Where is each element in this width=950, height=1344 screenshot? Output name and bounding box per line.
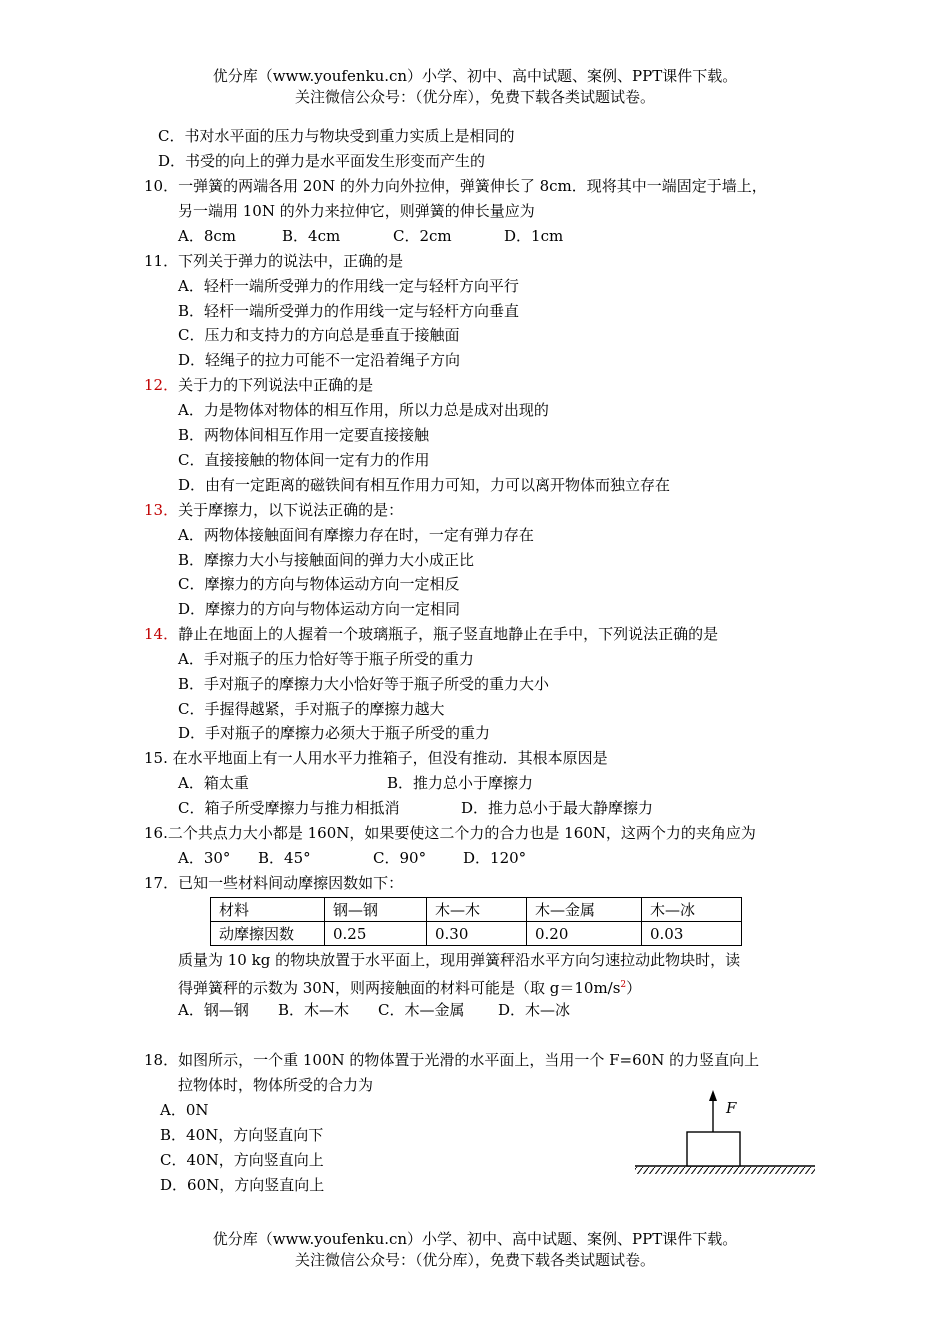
q10-option-c: C．2cm xyxy=(393,227,452,245)
q18-option-b: B．40N，方向竖直向下 xyxy=(160,1126,324,1144)
ground-hatching xyxy=(635,1167,815,1174)
q15-option-b: B．推力总小于摩擦力 xyxy=(387,774,534,792)
q10-stem-line-1: 10．一弹簧的两端各用 20N 的外力向外拉伸，弹簧伸长了 8cm．现将其中一端固定于墙上， xyxy=(144,177,767,195)
q17-option-a: A．钢—钢 xyxy=(178,1001,249,1019)
table-cell: 0.03 xyxy=(642,922,742,946)
table-cell: 木—冰 xyxy=(642,898,742,922)
table-cell: 动摩擦因数 xyxy=(211,922,325,946)
q11-stem: 11．下列关于弹力的说法中，正确的是 xyxy=(144,252,404,270)
q14-option-b: B．手对瓶子的摩擦力大小恰好等于瓶子所受的重力大小 xyxy=(178,675,550,693)
q16-option-a: A．30° xyxy=(178,849,231,867)
q9-option-c: C．书对水平面的压力与物块受到重力实质上是相同的 xyxy=(158,127,515,145)
q12-option-a: A．力是物体对物体的相互作用，所以力总是成对出现的 xyxy=(178,401,549,419)
q16-stem: 16.二个共点力大小都是 160N，如果要使这二个力的合力也是 160N，这两个力的夹角应为 xyxy=(144,824,756,842)
q15-option-d: D．推力总小于最大静摩擦力 xyxy=(461,799,654,817)
table-cell: 木—金属 xyxy=(527,898,642,922)
q10-option-b: B．4cm xyxy=(282,227,341,245)
q13-number: 13． xyxy=(144,501,179,519)
footer-line-1: 优分库（www.youfenku.cn）小学、初中、高中试题、案例、PPT课件下载。 xyxy=(212,1230,738,1248)
q18-stem-line-2: 拉物体时，物体所受的合力为 xyxy=(178,1076,374,1094)
q13-option-a: A．两物体接触面间有摩擦力存在时，一定有弹力存在 xyxy=(178,526,534,544)
q10-option-d: D．1cm xyxy=(504,227,564,245)
table-cell: 材料 xyxy=(211,898,325,922)
table-cell: 木—木 xyxy=(427,898,527,922)
q12-stem-line xyxy=(144,374,373,396)
q15-option-c: C．箱子所受摩擦力与推力相抵消 xyxy=(178,799,400,817)
table-row xyxy=(211,922,742,946)
q18-option-d: D．60N，方向竖直向上 xyxy=(160,1176,325,1194)
q14-option-d: D．手对瓶子的摩擦力必须大于瓶子所受的重力 xyxy=(178,724,491,742)
q9-option-d: D．书受的向上的弹力是水平面发生形变而产生的 xyxy=(158,152,486,170)
q13-stem-line xyxy=(144,499,403,521)
q11-option-b: B．轻杆一端所受弹力的作用线一定与轻杆方向垂直 xyxy=(178,302,520,320)
q14-option-c: C．手握得越紧，手对瓶子的摩擦力越大 xyxy=(178,700,445,718)
table-cell: 0.20 xyxy=(527,922,642,946)
header-line-1: 优分库（www.youfenku.cn）小学、初中、高中试题、案例、PPT课件下载。 xyxy=(212,67,738,85)
q12-option-c: C．直接接触的物体间一定有力的作用 xyxy=(178,451,430,469)
block xyxy=(687,1132,740,1166)
q17-option-d: D．木—冰 xyxy=(498,1001,571,1019)
q11-option-c: C．压力和支持力的方向总是垂直于接触面 xyxy=(178,326,460,344)
q14-stem-line xyxy=(144,623,718,645)
table-cell: 0.30 xyxy=(427,922,527,946)
header-line-2: 关注微信公众号：（优分库），免费下载各类试题试卷。 xyxy=(294,88,655,106)
q17-option-b: B．木—木 xyxy=(278,1001,350,1019)
footer-line-2: 关注微信公众号：（优分库），免费下载各类试题试卷。 xyxy=(294,1251,655,1269)
q17-text-line-1: 质量为 10 kg 的物块放置于水平面上，现用弹簧秤沿水平方向匀速拉动此物块时，读 xyxy=(178,951,741,969)
q13-option-d: D．摩擦力的方向与物体运动方向一定相同 xyxy=(178,600,461,618)
q12-option-b: B．两物体间相互作用一定要直接接触 xyxy=(178,426,430,444)
q17-text-line-2 xyxy=(178,974,641,999)
table-header-row xyxy=(211,898,742,922)
force-diagram xyxy=(630,1088,820,1178)
table-cell: 0.25 xyxy=(325,922,427,946)
q17-text-line-2-main: 得弹簧秤的示数为 30N，则两接触面的材料可能是（取 g＝10m/s xyxy=(178,979,621,997)
q16-option-d: D．120° xyxy=(463,849,527,867)
q12-stem: 关于力的下列说法中正确的是 xyxy=(178,376,374,394)
q15-stem: 15. 在水平地面上有一人用水平力推箱子，但没有推动．其根本原因是 xyxy=(144,749,608,767)
q10-stem-line-2: 另一端用 10N 的外力来拉伸它，则弹簧的伸长量应为 xyxy=(178,202,535,220)
q14-stem: 静止在地面上的人握着一个玻璃瓶子，瓶子竖直地静止在手中，下列说法正确的是 xyxy=(178,625,719,643)
force-arrow-head xyxy=(709,1090,717,1101)
q13-option-b: B．摩擦力大小与接触面间的弹力大小成正比 xyxy=(178,551,475,569)
q17-option-c: C．木—金属 xyxy=(378,1001,465,1019)
table-cell: 钢—钢 xyxy=(325,898,427,922)
q18-option-c: C．40N，方向竖直向上 xyxy=(160,1151,324,1169)
q18-stem-line-1: 18．如图所示，一个重 100N 的物体置于光滑的水平面上，当用一个 F=60N 的力竖直向上 xyxy=(144,1051,760,1069)
q17-stem: 17．已知一些材料间动摩擦因数如下： xyxy=(144,874,404,892)
q14-number: 14． xyxy=(144,625,179,643)
force-label: F xyxy=(726,1099,737,1117)
q17-text-line-2-end: ） xyxy=(626,979,642,997)
q10-option-a: A．8cm xyxy=(178,227,237,245)
q16-option-c: C．90° xyxy=(373,849,427,867)
q15-option-a: A．箱太重 xyxy=(178,774,249,792)
q14-option-a: A．手对瓶子的压力恰好等于瓶子所受的重力 xyxy=(178,650,474,668)
q12-option-d: D．由有一定距离的磁铁间有相互作用力可知，力可以离开物体而独立存在 xyxy=(178,476,671,494)
q18-option-a: A．0N xyxy=(160,1101,209,1119)
q16-option-b: B．45° xyxy=(258,849,311,867)
q13-stem: 关于摩擦力，以下说法正确的是： xyxy=(178,501,404,519)
q12-number: 12． xyxy=(144,376,179,394)
q17-exponent: 2 xyxy=(620,980,627,990)
q11-option-a: A．轻杆一端所受弹力的作用线一定与轻杆方向平行 xyxy=(178,277,519,295)
q13-option-c: C．摩擦力的方向与物体运动方向一定相反 xyxy=(178,575,460,593)
q11-option-d: D．轻绳子的拉力可能不一定沿着绳子方向 xyxy=(178,351,461,369)
friction-coefficient-table xyxy=(210,897,742,946)
